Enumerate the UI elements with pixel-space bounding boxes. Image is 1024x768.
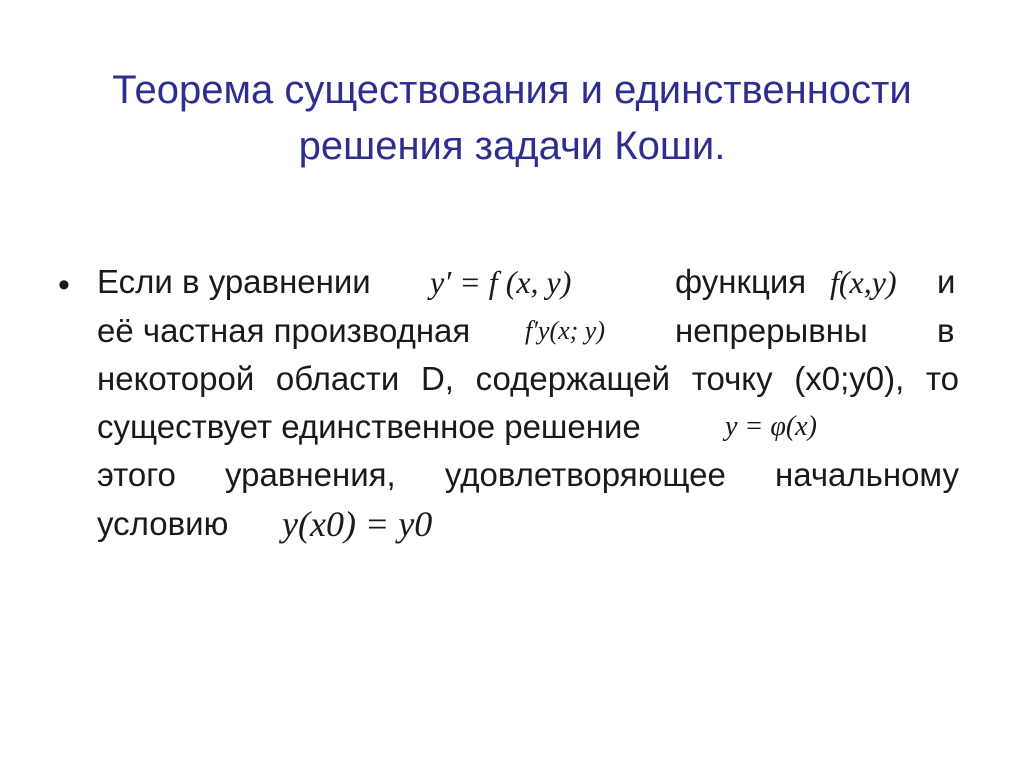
equation-y-prime: y′ = f (x, y) [430,264,572,300]
line3-text: некоторой области D, содержащей точку (x0;y0), то [97,360,959,397]
theorem-line-4 [97,403,959,451]
line1-text: Если в уравнении [97,263,371,300]
title-line-1: Теорема существования и единственности [112,68,912,112]
initial-condition-formula: y(x0) = y0 [282,504,433,544]
title-line-2: решения задачи Коши. [298,124,726,168]
line5-text: этого уравнения, удовлетворяющее начальному [97,456,959,493]
solution-formula: y = φ(x) [725,411,817,442]
function-fxy: f(x,y) [830,264,897,300]
line1-and: и [937,263,956,300]
line2-continuous: непрерывны [675,312,868,349]
slide-title [0,62,1024,174]
bullet-marker: • [58,266,70,304]
line2-text: её частная производная [97,312,471,349]
theorem-line-2 [97,307,959,355]
line6-text: условию [97,505,229,542]
theorem-line-5 [97,451,959,499]
theorem-line-1 [97,258,959,306]
theorem-line-6 [97,500,959,548]
line2-in: в [937,312,955,349]
partial-derivative-formula: f′y(x; y) [525,316,606,345]
line4-text: существует единственное решение [97,408,641,445]
line1-function-word: функция [675,263,807,300]
theorem-line-3 [97,355,959,403]
